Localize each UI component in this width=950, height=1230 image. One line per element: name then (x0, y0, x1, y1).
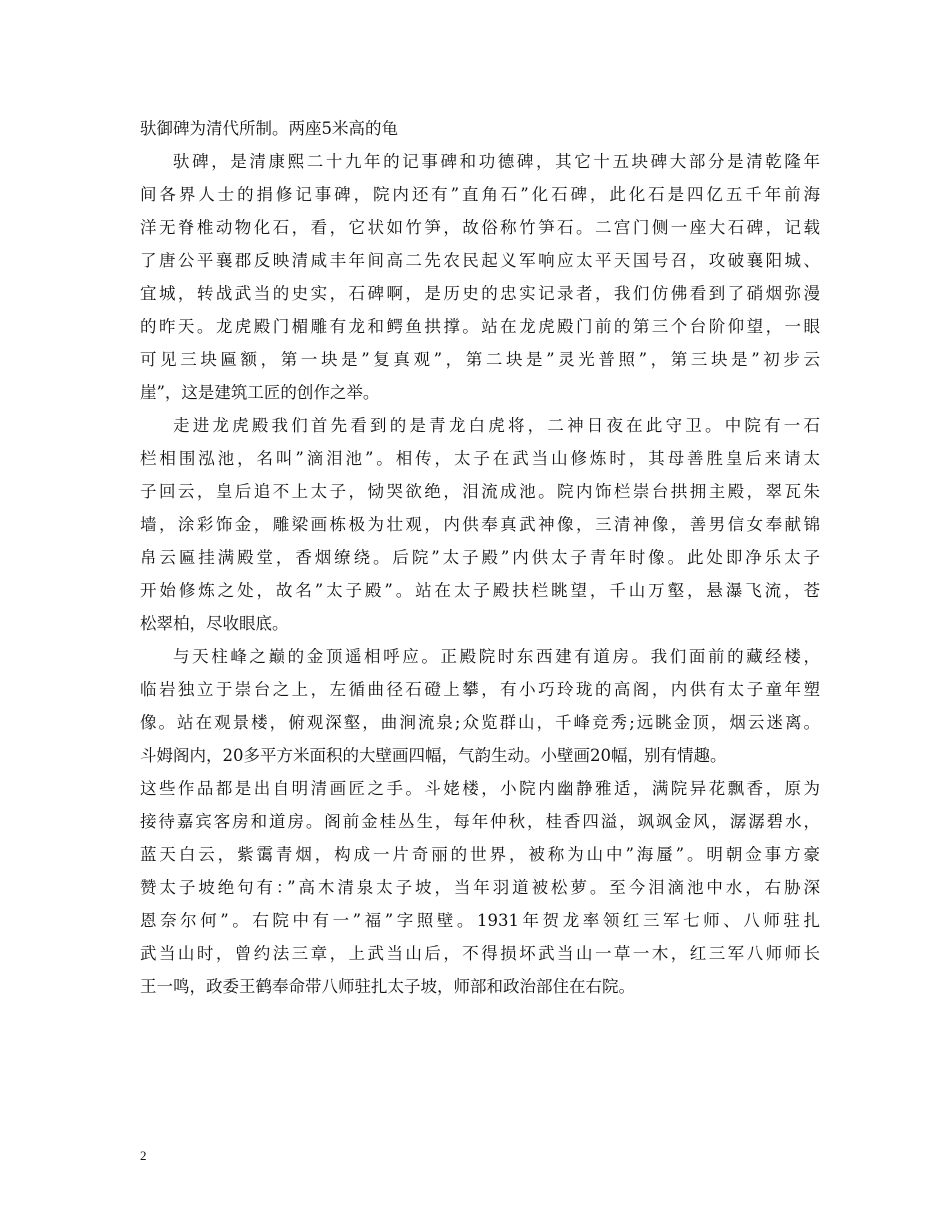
text-line: 王一鸣，政委王鹤奉命带八师驻扎太子坡，师部和政治部住在右院。 (140, 977, 635, 996)
text-line: 走进龙虎殿我们首先看到的是青龙白虎将，二神日夜在此守卫。中院有一石 (173, 416, 820, 435)
text-line: 的昨天。龙虎殿门楣雕有龙和鳄鱼拱撑。站在龙虎殿门前的第三个台阶仰望，一眼 (140, 317, 820, 336)
text-line: 开始修炼之处，故名”太子殿”。站在太子殿扶栏眺望，千山万壑，悬瀑飞流，苍 (140, 581, 820, 600)
text-line: 宜城，转战武当的史实，石碑啊，是历史的忠实记录者，我们仿佛看到了硝烟弥漫 (140, 284, 820, 303)
body-text (140, 112, 820, 1003)
text-line: 松翠柏，尽收眼底。 (140, 614, 289, 633)
text-line: 子回云，皇后追不上太子，恸哭欲绝，泪流成池。院内饰栏崇台拱拥主殿，翠瓦朱 (140, 482, 820, 501)
text-line: 间各界人士的捐修记事碑，院内还有”直角石”化石碑，此化石是四亿五千年前海 (140, 185, 820, 204)
text-line: 这些作品都是出自明清画匠之手。斗姥楼，小院内幽静雅适，满院异花飘香，原为 (140, 779, 820, 798)
text-line: 洋无脊椎动物化石，看，它状如竹笋，故俗称竹笋石。二宫门侧一座大石碑，记载 (140, 218, 820, 237)
text-line: 武当山时，曾约法三章，上武当山后，不得损坏武当山一草一木，红三军八师师长 (140, 944, 820, 963)
page-number: 2 (140, 1148, 147, 1163)
text-line: 接待嘉宾客房和道房。阁前金桂丛生，每年仲秋，桂香四溢，飒飒金风，潺潺碧水， (140, 812, 820, 831)
text-line: 斗姆阁内，20多平方米面积的大壁画四幅，气韵生动。小壁画20幅，别有情趣。 (140, 746, 727, 765)
text-line: 帛云匾挂满殿堂，香烟缭绕。后院”太子殿”内供太子青年时像。此处即净乐太子 (140, 548, 820, 567)
text-line: 临岩独立于崇台之上，左循曲径石磴上攀，有小巧玲珑的高阁，内供有太子童年塑 (140, 680, 820, 699)
text-line: 蓝天白云，紫霭青烟，构成一片奇丽的世界，被称为山中”海蜃”。明朝佥事方豪 (140, 845, 820, 864)
text-line: 崖”，这是建筑工匠的创作之举。 (140, 383, 380, 402)
text-line: 可见三块匾额，第一块是”复真观”，第二块是”灵光普照”，第三块是”初步云 (140, 350, 820, 369)
text-line: 恩奈尔何”。右院中有一”福”字照壁。1931年贺龙率领红三军七师、八师驻扎 (140, 911, 820, 930)
text-line: 驮碑，是清康熙二十九年的记事碑和功德碑，其它十五块碑大部分是清乾隆年 (173, 152, 820, 171)
text-line: 赞太子坡绝句有：”高木清泉太子坡，当年羽道被松萝。至今泪滴池中水，右胁深 (140, 878, 820, 897)
text-line: 了唐公平襄郡反映清咸丰年间高二先农民起义军响应太平天国号召，攻破襄阳城、 (140, 251, 820, 270)
text-line: 像。站在观景楼，俯观深壑，曲涧流泉;众览群山，千峰竞秀;远眺金顶，烟云迷离。 (140, 713, 820, 732)
text-line: 与天柱峰之巅的金顶遥相呼应。正殿院时东西建有道房。我们面前的藏经楼， (173, 647, 820, 666)
text-line: 墙，涂彩饰金，雕梁画栋极为壮观，内供奉真武神像，三清神像，善男信女奉献锦 (140, 515, 820, 534)
text-line: 栏相围泓池，名叫”滴泪池”。相传，太子在武当山修炼时，其母善胜皇后来请太 (140, 449, 820, 468)
text-line: 驮御碑为清代所制。两座5米高的龟 (140, 119, 398, 138)
